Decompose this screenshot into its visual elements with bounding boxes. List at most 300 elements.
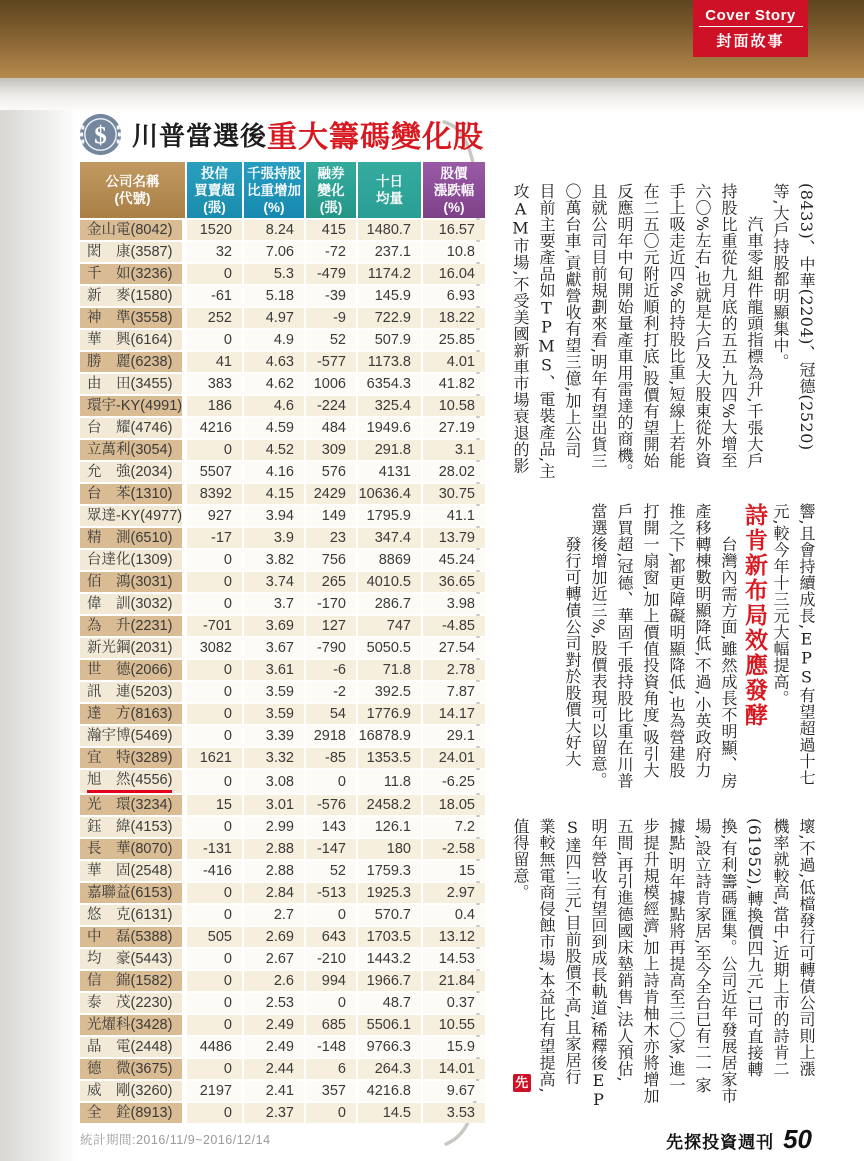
value-cell: 5507 [187, 462, 242, 482]
table-row [80, 440, 485, 460]
article-column: 攻AM市場,不受美國新車市場衰退的影 [511, 183, 530, 475]
value-cell: 48.7 [358, 993, 421, 1013]
article-column: S達四.三元,目前股價不高,且家居行 [563, 818, 582, 1085]
value-cell: 927 [187, 506, 242, 526]
value-cell: 0 [187, 594, 242, 614]
value-cell: 2.44 [244, 1059, 304, 1079]
article-column: 據點,明年據點將再提高至三〇家,進一 [667, 818, 686, 1094]
value-cell: 685 [306, 1015, 356, 1035]
value-cell: 2.6 [244, 971, 304, 991]
value-cell: 4216 [187, 418, 242, 438]
table-row [80, 264, 485, 284]
value-cell: 15.9 [423, 1037, 485, 1057]
value-cell: 3.74 [244, 572, 304, 592]
value-cell: 32 [187, 242, 242, 262]
stock-name-cell: 神 準(3558) [80, 308, 185, 328]
value-cell: 252 [187, 308, 242, 328]
stock-name-cell: 訊 連(5203) [80, 682, 185, 702]
value-cell: 2.69 [244, 927, 304, 947]
value-cell: 8392 [187, 484, 242, 504]
stock-name-cell: 均 豪(5443) [80, 949, 185, 969]
value-cell: 1966.7 [358, 971, 421, 991]
value-cell: 1006 [306, 374, 356, 394]
value-cell: -147 [306, 839, 356, 859]
value-cell: 2.88 [244, 861, 304, 881]
column-header: 融券 變化 (張) [306, 162, 356, 218]
value-cell: 0 [187, 993, 242, 1013]
table-row [80, 330, 485, 350]
value-cell: 1443.2 [358, 949, 421, 969]
value-cell: -576 [306, 795, 356, 815]
value-cell: -6 [306, 660, 356, 680]
value-cell: 29.1 [423, 726, 485, 746]
stock-name-cell: 光燿科(3428) [80, 1015, 185, 1035]
table-row [80, 883, 485, 903]
table-row [80, 1059, 485, 1079]
value-cell: 505 [187, 927, 242, 947]
value-cell: 309 [306, 440, 356, 460]
value-cell: 2.49 [244, 1037, 304, 1057]
table-row [80, 484, 485, 504]
value-cell: 0 [187, 949, 242, 969]
value-cell: 4.01 [423, 352, 485, 372]
value-cell: 1795.9 [358, 506, 421, 526]
value-cell: 2.53 [244, 993, 304, 1013]
value-cell: 0 [187, 330, 242, 350]
table-row [80, 726, 485, 746]
stock-name-cell: 泰 茂(2230) [80, 993, 185, 1013]
value-cell: 11.8 [358, 770, 421, 793]
stock-name-cell: 偉 訓(3032) [80, 594, 185, 614]
article-band-3 [492, 818, 819, 1118]
value-cell: 4131 [358, 462, 421, 482]
value-cell: 0 [187, 971, 242, 991]
value-cell: -224 [306, 396, 356, 416]
value-cell: -85 [306, 748, 356, 768]
article-column: 戶買超,冠德、華固千張持股比重在川普 [615, 503, 634, 790]
value-cell: -701 [187, 616, 242, 636]
value-cell: 36.65 [423, 572, 485, 592]
article-column: 台灣內需方面,雖然成長不明顯、房 [719, 536, 738, 790]
value-cell: 0 [187, 682, 242, 702]
value-cell: -416 [187, 861, 242, 881]
article-column: 明年營收有望回到成長軌道,稀釋後EP [589, 818, 608, 1110]
value-cell: 2918 [306, 726, 356, 746]
table-row [80, 660, 485, 680]
value-cell: 7.2 [423, 817, 485, 837]
value-cell: 0 [187, 1103, 242, 1123]
stock-name-cell: 晶 電(2448) [80, 1037, 185, 1057]
table-row [80, 1015, 485, 1035]
value-cell: 747 [358, 616, 421, 636]
value-cell: 291.8 [358, 440, 421, 460]
table-row [80, 374, 485, 394]
value-cell: -513 [306, 883, 356, 903]
stat-period-note: 統計期間:2016/11/9~2016/12/14 [80, 1133, 271, 1147]
value-cell: 0.4 [423, 905, 485, 925]
column-header: 公司名稱 (代號) [80, 162, 185, 218]
value-cell: -6.25 [423, 770, 485, 793]
article-band-2 [492, 503, 819, 803]
value-cell: 16.04 [423, 264, 485, 284]
value-cell: 756 [306, 550, 356, 570]
value-cell: 145.9 [358, 286, 421, 306]
svg-text:$: $ [94, 121, 107, 149]
value-cell: 4.97 [244, 308, 304, 328]
table-row [80, 839, 485, 859]
value-cell: -577 [306, 352, 356, 372]
table-row [80, 572, 485, 592]
value-cell: 286.7 [358, 594, 421, 614]
value-cell: 0 [187, 905, 242, 925]
article-column: 機率就較高,當中,近期上市的詩肯二 [771, 818, 790, 1077]
value-cell: 1621 [187, 748, 242, 768]
value-cell: 576 [306, 462, 356, 482]
table-row [80, 971, 485, 991]
article-column: 步提升規模經濟,加上詩肯柚木亦將增加 [641, 818, 660, 1105]
title-prefix: 川普當選後 [132, 120, 268, 151]
value-cell: -479 [306, 264, 356, 284]
table-row [80, 1037, 485, 1057]
stock-name-cell: 新光鋼(2031) [80, 638, 185, 658]
article-column: (8433)、中華(2204)、冠德(2520) [797, 183, 816, 451]
page-number: 50 [783, 1124, 812, 1154]
value-cell: 1759.3 [358, 861, 421, 881]
article-column: 反應明年中旬開始量產車用雷達的商機。 [615, 183, 634, 480]
article-column: 六〇%左右,也就是大戶及大股東從外資 [693, 183, 712, 469]
value-cell: 2.99 [244, 817, 304, 837]
table-row [80, 462, 485, 482]
title-highlight: 重大籌碼變化股 [267, 121, 485, 154]
value-cell: 6 [306, 1059, 356, 1079]
article-column: (61952),轉換價四九元,已可直接轉 [745, 818, 764, 1078]
value-cell: 7.87 [423, 682, 485, 702]
value-cell: 16.57 [423, 220, 485, 240]
value-cell: 0 [187, 726, 242, 746]
value-cell: 2.49 [244, 1015, 304, 1035]
value-cell: 25.85 [423, 330, 485, 350]
article-column: 業較無電商侵蝕市場,本益比有望提高, [537, 818, 556, 1094]
stock-name-cell: 旭 然(4556) [80, 770, 185, 793]
value-cell: 18.22 [423, 308, 485, 328]
value-cell: 2.88 [244, 839, 304, 859]
stock-name-cell: 金山電(8042) [80, 220, 185, 240]
stock-name-cell: 宜 特(3289) [80, 748, 185, 768]
value-cell: 3082 [187, 638, 242, 658]
article-column: 在二五〇元附近順利打底,股價有望開始 [641, 183, 660, 470]
dollar-coin-icon [79, 113, 122, 156]
value-cell: -148 [306, 1037, 356, 1057]
value-cell: 0 [187, 770, 242, 793]
table-row [80, 550, 485, 570]
value-cell: 10.8 [423, 242, 485, 262]
value-cell: 3.1 [423, 440, 485, 460]
table-row [80, 396, 485, 416]
table-row [80, 308, 485, 328]
value-cell: 0 [306, 905, 356, 925]
article-column: 目前主要產品如TPMS、電裝產品,主 [537, 183, 556, 480]
value-cell: -61 [187, 286, 242, 306]
value-cell: 0.37 [423, 993, 485, 1013]
value-cell: 0 [187, 264, 242, 284]
value-cell: -17 [187, 528, 242, 548]
cover-story-label-en: Cover Story [699, 7, 803, 27]
value-cell: 357 [306, 1081, 356, 1101]
value-cell: 4.63 [244, 352, 304, 372]
value-cell: 4.15 [244, 484, 304, 504]
article-column: 打開一扇窗,加上價值投資角度,吸引大 [641, 503, 660, 779]
value-cell: 994 [306, 971, 356, 991]
table-row [80, 770, 485, 793]
value-cell: -2 [306, 682, 356, 702]
value-cell: 16878.9 [358, 726, 421, 746]
value-cell: 0 [187, 550, 242, 570]
value-cell: 21.84 [423, 971, 485, 991]
section-title [79, 112, 484, 156]
value-cell: 1520 [187, 220, 242, 240]
stock-name-cell: 中 磊(5388) [80, 927, 185, 947]
article-band-1 [492, 183, 819, 483]
value-cell: 10.58 [423, 396, 485, 416]
page-footer [666, 1124, 812, 1155]
value-cell: 3.59 [244, 704, 304, 724]
magazine-name: 先探投資週刊 [666, 1133, 775, 1152]
value-cell: 5050.5 [358, 638, 421, 658]
article-column: 響,且會持續成長,EPS有望超過十七 [797, 503, 816, 786]
value-cell: 4216.8 [358, 1081, 421, 1101]
stock-name-cell: 佰 鴻(3031) [80, 572, 185, 592]
article-column: 壞,不過,低檔發行可轉債公司則上漲 [797, 818, 816, 1077]
value-cell: 3.01 [244, 795, 304, 815]
article-column: 持股比重從九月底的五五.九四%大增至 [719, 183, 738, 469]
stock-name-cell: 德 微(3675) [80, 1059, 185, 1079]
value-cell: 0 [187, 572, 242, 592]
value-cell: 3.82 [244, 550, 304, 570]
value-cell: 3.9 [244, 528, 304, 548]
value-cell: 8.24 [244, 220, 304, 240]
stock-name-cell: 眾達-KY(4977) [80, 506, 185, 526]
value-cell: 2.84 [244, 883, 304, 903]
stock-name-cell: 允 強(2034) [80, 462, 185, 482]
stock-name-cell: 立萬利(3054) [80, 440, 185, 460]
value-cell: 2429 [306, 484, 356, 504]
value-cell: 1353.5 [358, 748, 421, 768]
value-cell: 13.79 [423, 528, 485, 548]
value-cell: 10636.4 [358, 484, 421, 504]
stock-name-cell: 鈺 緯(4153) [80, 817, 185, 837]
value-cell: 2.97 [423, 883, 485, 903]
value-cell: 722.9 [358, 308, 421, 328]
column-header: 十日 均量 [358, 162, 421, 218]
value-cell: 4486 [187, 1037, 242, 1057]
value-cell: 30.75 [423, 484, 485, 504]
value-cell: 9766.3 [358, 1037, 421, 1057]
table-row [80, 594, 485, 614]
stock-name-cell: 為 升(2231) [80, 616, 185, 636]
value-cell: 1925.3 [358, 883, 421, 903]
value-cell: 4.6 [244, 396, 304, 416]
value-cell: 4.62 [244, 374, 304, 394]
value-cell: -210 [306, 949, 356, 969]
article-column: 元,較今年十三元大幅提高。 [771, 503, 790, 707]
value-cell: 1703.5 [358, 927, 421, 947]
value-cell: 28.02 [423, 462, 485, 482]
value-cell: 41.1 [423, 506, 485, 526]
value-cell: 265 [306, 572, 356, 592]
cover-story-label-zh: 封面故事 [716, 32, 785, 50]
value-cell: 383 [187, 374, 242, 394]
article-column: 手上吸走近四%的持股比重,短線上若能 [667, 183, 686, 469]
table-row [80, 528, 485, 548]
value-cell: 3.67 [244, 638, 304, 658]
value-cell: 2458.2 [358, 795, 421, 815]
table-row [80, 905, 485, 925]
table-row [80, 795, 485, 815]
stock-name-cell: 威 剛(3260) [80, 1081, 185, 1101]
value-cell: 0 [187, 883, 242, 903]
value-cell: 237.1 [358, 242, 421, 262]
value-cell: 13.12 [423, 927, 485, 947]
value-cell: 4.9 [244, 330, 304, 350]
stock-name-cell: 長 華(8070) [80, 839, 185, 859]
article-column: 場,設立詩肯家居,至今全台已有二一家 [693, 818, 712, 1094]
value-cell: 5.3 [244, 264, 304, 284]
article-column: 當選後增加近三%,股價表現可以留意。 [589, 503, 608, 789]
value-cell: -170 [306, 594, 356, 614]
value-cell: 4.59 [244, 418, 304, 438]
column-header: 千張持股 比重增加 (%) [244, 162, 304, 218]
value-cell: 415 [306, 220, 356, 240]
table-row [80, 418, 485, 438]
article-column: 五間,再引進德國床墊銷售,法人預估, [615, 818, 634, 1083]
table-row [80, 927, 485, 947]
value-cell: 24.01 [423, 748, 485, 768]
stock-name-cell: 台 耀(4746) [80, 418, 185, 438]
value-cell: 149 [306, 506, 356, 526]
article-column: 產移轉棟數明顯降低,不過,小英政府力 [693, 503, 712, 779]
stock-name-cell: 新 麥(1580) [80, 286, 185, 306]
value-cell: 2.41 [244, 1081, 304, 1101]
value-cell: 27.19 [423, 418, 485, 438]
value-cell: -790 [306, 638, 356, 658]
value-cell: 4010.5 [358, 572, 421, 592]
stock-name-cell: 信 錦(1582) [80, 971, 185, 991]
table-row [80, 861, 485, 881]
value-cell: 5506.1 [358, 1015, 421, 1035]
cover-story-banner [693, 0, 808, 57]
value-cell: 3.39 [244, 726, 304, 746]
value-cell: 23 [306, 528, 356, 548]
stock-name-cell: 環宇-KY(4991) [80, 396, 185, 416]
value-cell: 3.94 [244, 506, 304, 526]
value-cell: 1480.7 [358, 220, 421, 240]
value-cell: 52 [306, 861, 356, 881]
article-end-mark: 先 [513, 1074, 531, 1092]
table-row [80, 242, 485, 262]
value-cell: -72 [306, 242, 356, 262]
table-row [80, 1103, 485, 1123]
value-cell: 180 [358, 839, 421, 859]
column-header: 股價 漲跌幅 (%) [423, 162, 485, 218]
stock-name-cell: 瀚宇博(5469) [80, 726, 185, 746]
value-cell: -9 [306, 308, 356, 328]
value-cell: 3.69 [244, 616, 304, 636]
article-column: 推之下,都更障礙明顯降低,也為營建股 [667, 503, 686, 779]
value-cell: 0 [187, 440, 242, 460]
value-cell: -4.85 [423, 616, 485, 636]
value-cell: 0 [187, 1059, 242, 1079]
value-cell: 0 [187, 817, 242, 837]
value-cell: 45.24 [423, 550, 485, 570]
stock-name-cell: 光 環(3234) [80, 795, 185, 815]
value-cell: 3.59 [244, 682, 304, 702]
value-cell: 54 [306, 704, 356, 724]
stock-name-cell: 精 測(6510) [80, 528, 185, 548]
table-row [80, 682, 485, 702]
stock-name-cell: 勝 麗(6238) [80, 352, 185, 372]
article-column: 且就公司目前規劃來看,明年有望出貨三 [589, 183, 608, 470]
value-cell: 1173.8 [358, 352, 421, 372]
value-cell: 2197 [187, 1081, 242, 1101]
value-cell: 392.5 [358, 682, 421, 702]
stock-name-cell: 台 苯(1310) [80, 484, 185, 504]
page-gutter-shade [0, 110, 78, 1161]
value-cell: 27.54 [423, 638, 485, 658]
article-column: 〇萬台車,貢獻營收有望三億,加上公司 [563, 183, 582, 459]
value-cell: 3.7 [244, 594, 304, 614]
table-row [80, 286, 485, 306]
table-row [80, 993, 485, 1013]
stock-name-cell: 千 如(3236) [80, 264, 185, 284]
value-cell: 2.67 [244, 949, 304, 969]
table-row [80, 506, 485, 526]
value-cell: 0 [187, 704, 242, 724]
value-cell: 14.53 [423, 949, 485, 969]
value-cell: 264.3 [358, 1059, 421, 1079]
value-cell: 325.4 [358, 396, 421, 416]
value-cell: 10.55 [423, 1015, 485, 1035]
article-column: 換,有利籌碼匯集。公司近年發展居家市 [719, 818, 738, 1105]
value-cell: 6.93 [423, 286, 485, 306]
table-row [80, 949, 485, 969]
stock-name-cell: 閎 康(3587) [80, 242, 185, 262]
value-cell: 1776.9 [358, 704, 421, 724]
value-cell: 1949.6 [358, 418, 421, 438]
article-column: 值得留意。 [511, 818, 530, 901]
value-cell: 186 [187, 396, 242, 416]
value-cell: 6354.3 [358, 374, 421, 394]
table-row [80, 748, 485, 768]
value-cell: 14.5 [358, 1103, 421, 1123]
value-cell: 143 [306, 817, 356, 837]
value-cell: 347.4 [358, 528, 421, 548]
article-column: 發行可轉債公司對於股價大好大 [563, 536, 582, 767]
value-cell: 5.18 [244, 286, 304, 306]
stock-name-cell: 由 田(3455) [80, 374, 185, 394]
value-cell: 18.05 [423, 795, 485, 815]
stock-name-cell: 華 興(6164) [80, 330, 185, 350]
value-cell: 3.08 [244, 770, 304, 793]
value-cell: 127 [306, 616, 356, 636]
stock-name-cell: 全 銓(8913) [80, 1103, 185, 1123]
top-band-fade [0, 78, 864, 114]
value-cell: 52 [306, 330, 356, 350]
value-cell: 14.17 [423, 704, 485, 724]
value-cell: 2.37 [244, 1103, 304, 1123]
value-cell: 8869 [358, 550, 421, 570]
value-cell: 570.7 [358, 905, 421, 925]
value-cell: 0 [306, 1103, 356, 1123]
